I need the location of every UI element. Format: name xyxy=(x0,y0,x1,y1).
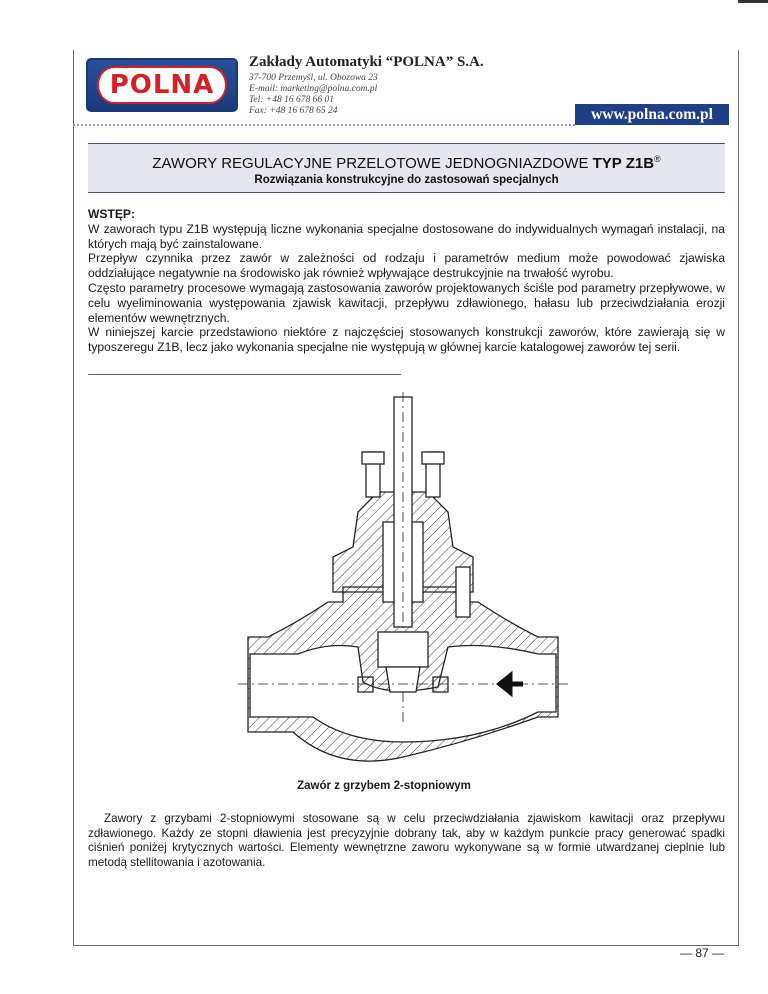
body-paragraph-1: Zawory z grzybami 2-stopniowymi stosowane są w celu przeciwdziałania zjawiskom kawitacji oraz przepływu zdławionego. Każdy ze stopni dławienia jest precyzyjnie dobrany tak, aby w każdym punkcie pracy generować spadki ciśnień poniżej krytycznych wartości. Elementy wewnętrzne zaworu wykonywane są w formie utwardzanej cieplnie lub metodą stellitowania i azotowania. xyxy=(88,812,725,869)
logo-text: POLNA xyxy=(109,70,215,100)
address: 37-700 Przemyśl, ul. Obozowa 23 xyxy=(249,73,378,83)
logo-badge xyxy=(97,66,227,104)
company-contact xyxy=(249,73,378,117)
company-name: Zakłady Automatyki “POLNA” S.A. xyxy=(249,54,484,70)
top-corner-mark xyxy=(738,0,768,3)
title-type: TYP Z1B xyxy=(592,155,655,172)
intro-heading: WSTĘP: xyxy=(88,207,136,221)
figure-caption: Zawór z grzybem 2-stopniowym xyxy=(297,780,471,792)
intro-paragraph-4: W niniejszej karcie przedstawiono niektóre z najczęściej stosowanych konstrukcji zaworów, które zawierają się w typoszeregu Z1B, lecz jako wykonania specjalne nie występują w głównej karcie katalogowej zaworów tej serii. xyxy=(88,325,725,355)
email: E-mail: marketing@polna.com.pl xyxy=(249,84,378,94)
telephone: Tel: +48 16 678 66 01 xyxy=(249,95,334,105)
title-box xyxy=(88,143,725,193)
body-section xyxy=(88,812,725,870)
intro-paragraph-2: Przepływ czynnika przez zawór w zależności od rodzaju i parametrów medium może powodować zjawiska oddziałujące negatywnie na środowisko jak również wpływające destrukcyjnie na trwałość wyrobu. xyxy=(88,251,725,281)
page-number: — 87 — xyxy=(680,946,725,960)
page-subtitle: Rozwiązania konstrukcyjne do zastosowań specjalnych xyxy=(254,174,559,186)
dotted-divider xyxy=(73,124,575,126)
valve-cross-section-drawing xyxy=(238,392,568,770)
intro-paragraph-1: W zaworach typu Z1B występują liczne wykonania specjalne dostosowane do indywidualnych wymagań instalacji, na których mają być zainstalowane. xyxy=(88,221,725,251)
polna-logo xyxy=(86,58,238,112)
page-title xyxy=(88,154,725,172)
registered-mark: ® xyxy=(654,154,661,164)
website-link[interactable]: www.polna.com.pl xyxy=(575,104,729,125)
intro-paragraph-3: Często parametry procesowe wymagają zastosowania zaworów projektowanych ściśle pod parametry przepływowe, w celu wyeliminowania występowania zjawisk kawitacji, przepływu zdławionego, hałasu lub przeciwdziałania erozji elementów wewnętrznych. xyxy=(88,280,725,325)
title-main: ZAWORY REGULACYJNE PRZELOTOWE JEDNOGNIAZDOWE xyxy=(152,155,589,172)
fax: Fax: +48 16 678 65 24 xyxy=(249,106,338,116)
section-separator xyxy=(88,374,401,375)
intro-section xyxy=(88,207,725,355)
